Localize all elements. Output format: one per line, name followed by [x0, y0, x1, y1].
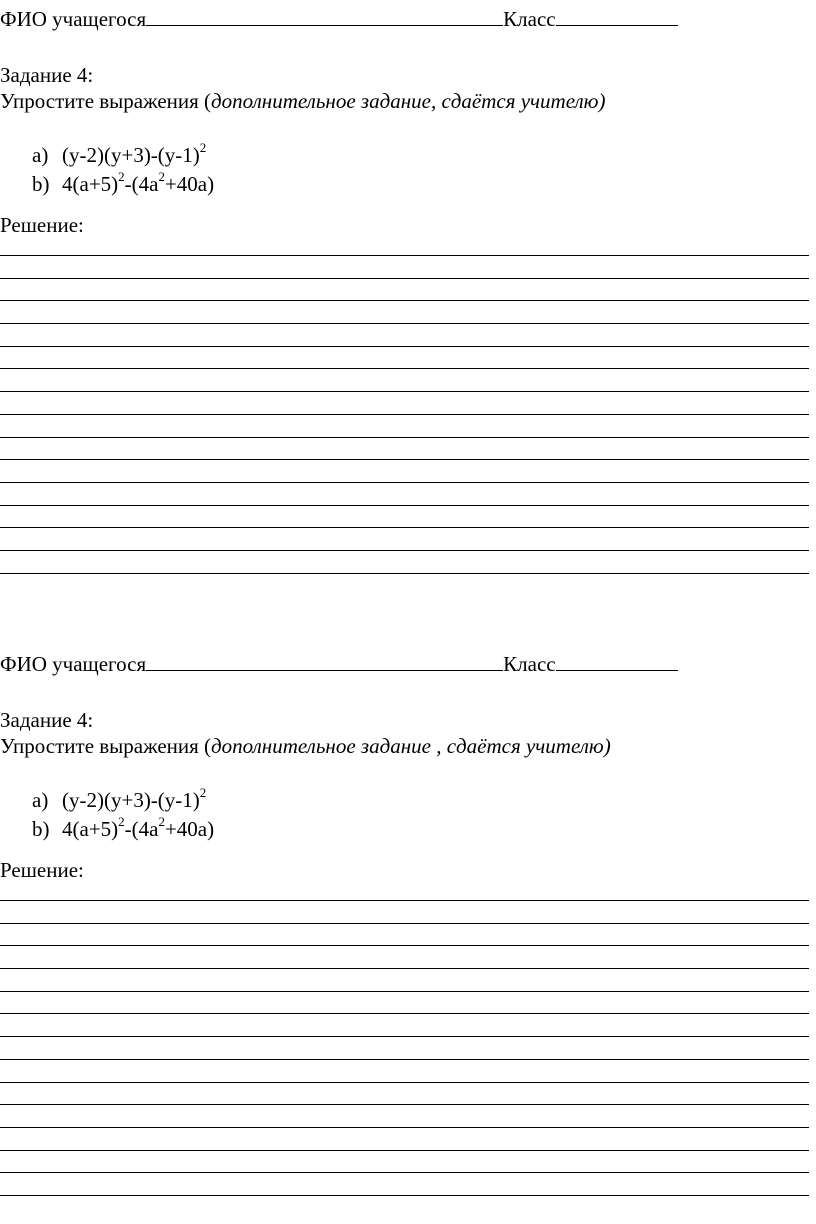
class-label: Класс: [503, 7, 556, 31]
task-instruction: [0, 89, 605, 113]
expression-part: 4(a+5): [62, 817, 119, 841]
answer-line[interactable]: [0, 945, 809, 968]
expression-part: -(4a: [124, 172, 159, 196]
task-title: Задание 4:: [0, 708, 94, 732]
answer-line[interactable]: [0, 968, 809, 991]
expression-part: 4(a+5): [62, 172, 119, 196]
answer-line[interactable]: [0, 1195, 809, 1218]
exponent: 2: [118, 169, 125, 184]
answer-line[interactable]: [0, 437, 809, 460]
problem-marker: a): [32, 143, 49, 167]
exponent: 2: [118, 814, 125, 829]
student-name-field[interactable]: [146, 5, 503, 26]
answer-area[interactable]: [0, 900, 809, 1218]
task-title: Задание 4:: [0, 63, 94, 87]
answer-line[interactable]: [0, 1059, 809, 1082]
answer-line[interactable]: [0, 1150, 809, 1173]
answer-line[interactable]: [0, 300, 809, 323]
exponent: 2: [158, 814, 165, 829]
instruction-italic: дополнительное задание, сдаётся учителю): [211, 89, 606, 113]
answer-line[interactable]: [0, 1082, 809, 1105]
problem-a: [32, 140, 207, 167]
instruction-italic: дополнительное задание , сдаётся учителю): [211, 734, 611, 758]
answer-line[interactable]: [0, 550, 809, 573]
answer-line[interactable]: [0, 1036, 809, 1059]
answer-line[interactable]: [0, 346, 809, 369]
expression-part: -(4a: [124, 817, 159, 841]
student-name-field[interactable]: [146, 650, 503, 671]
expression-part: +40a): [164, 172, 215, 196]
answer-line[interactable]: [0, 527, 809, 550]
answer-line[interactable]: [0, 900, 809, 923]
class-field[interactable]: [556, 650, 678, 671]
answer-line[interactable]: [0, 278, 809, 301]
answer-line[interactable]: [0, 482, 809, 505]
answer-area[interactable]: [0, 255, 809, 595]
answer-line[interactable]: [0, 1013, 809, 1036]
problem-marker: b): [32, 817, 50, 841]
expression-part: (y-2)(y+3)-(y-1): [62, 788, 200, 812]
class-label: Класс: [503, 652, 556, 676]
exponent: 2: [199, 140, 207, 155]
expression-part: +40a): [164, 817, 215, 841]
exponent: 2: [199, 785, 207, 800]
problem-b: [32, 169, 215, 196]
problem-marker: a): [32, 788, 49, 812]
answer-line[interactable]: [0, 505, 809, 528]
answer-line[interactable]: [0, 323, 809, 346]
answer-line[interactable]: [0, 1104, 809, 1127]
answer-line[interactable]: [0, 368, 809, 391]
problem-b: [32, 814, 215, 841]
answer-line[interactable]: [0, 459, 809, 482]
expression-part: (y-2)(y+3)-(y-1): [62, 143, 200, 167]
exponent: 2: [158, 169, 165, 184]
solution-label: Решение:: [0, 213, 84, 237]
instruction-main: Упростите выражения (: [0, 734, 212, 758]
answer-line[interactable]: [0, 573, 809, 596]
answer-line[interactable]: [0, 391, 809, 414]
instruction-main: Упростите выражения (: [0, 89, 212, 113]
answer-line[interactable]: [0, 991, 809, 1014]
answer-line[interactable]: [0, 1172, 809, 1195]
student-name-label: ФИО учащегося: [0, 652, 147, 676]
class-field[interactable]: [556, 5, 678, 26]
answer-line[interactable]: [0, 1127, 809, 1150]
answer-line[interactable]: [0, 414, 809, 437]
problem-a: [32, 785, 207, 812]
answer-line[interactable]: [0, 255, 809, 278]
task-instruction: [0, 734, 611, 758]
student-name-label: ФИО учащегося: [0, 7, 147, 31]
problem-marker: b): [32, 172, 50, 196]
solution-label: Решение:: [0, 858, 84, 882]
student-info-row: [0, 650, 678, 676]
answer-line[interactable]: [0, 923, 809, 946]
student-info-row: [0, 5, 678, 31]
